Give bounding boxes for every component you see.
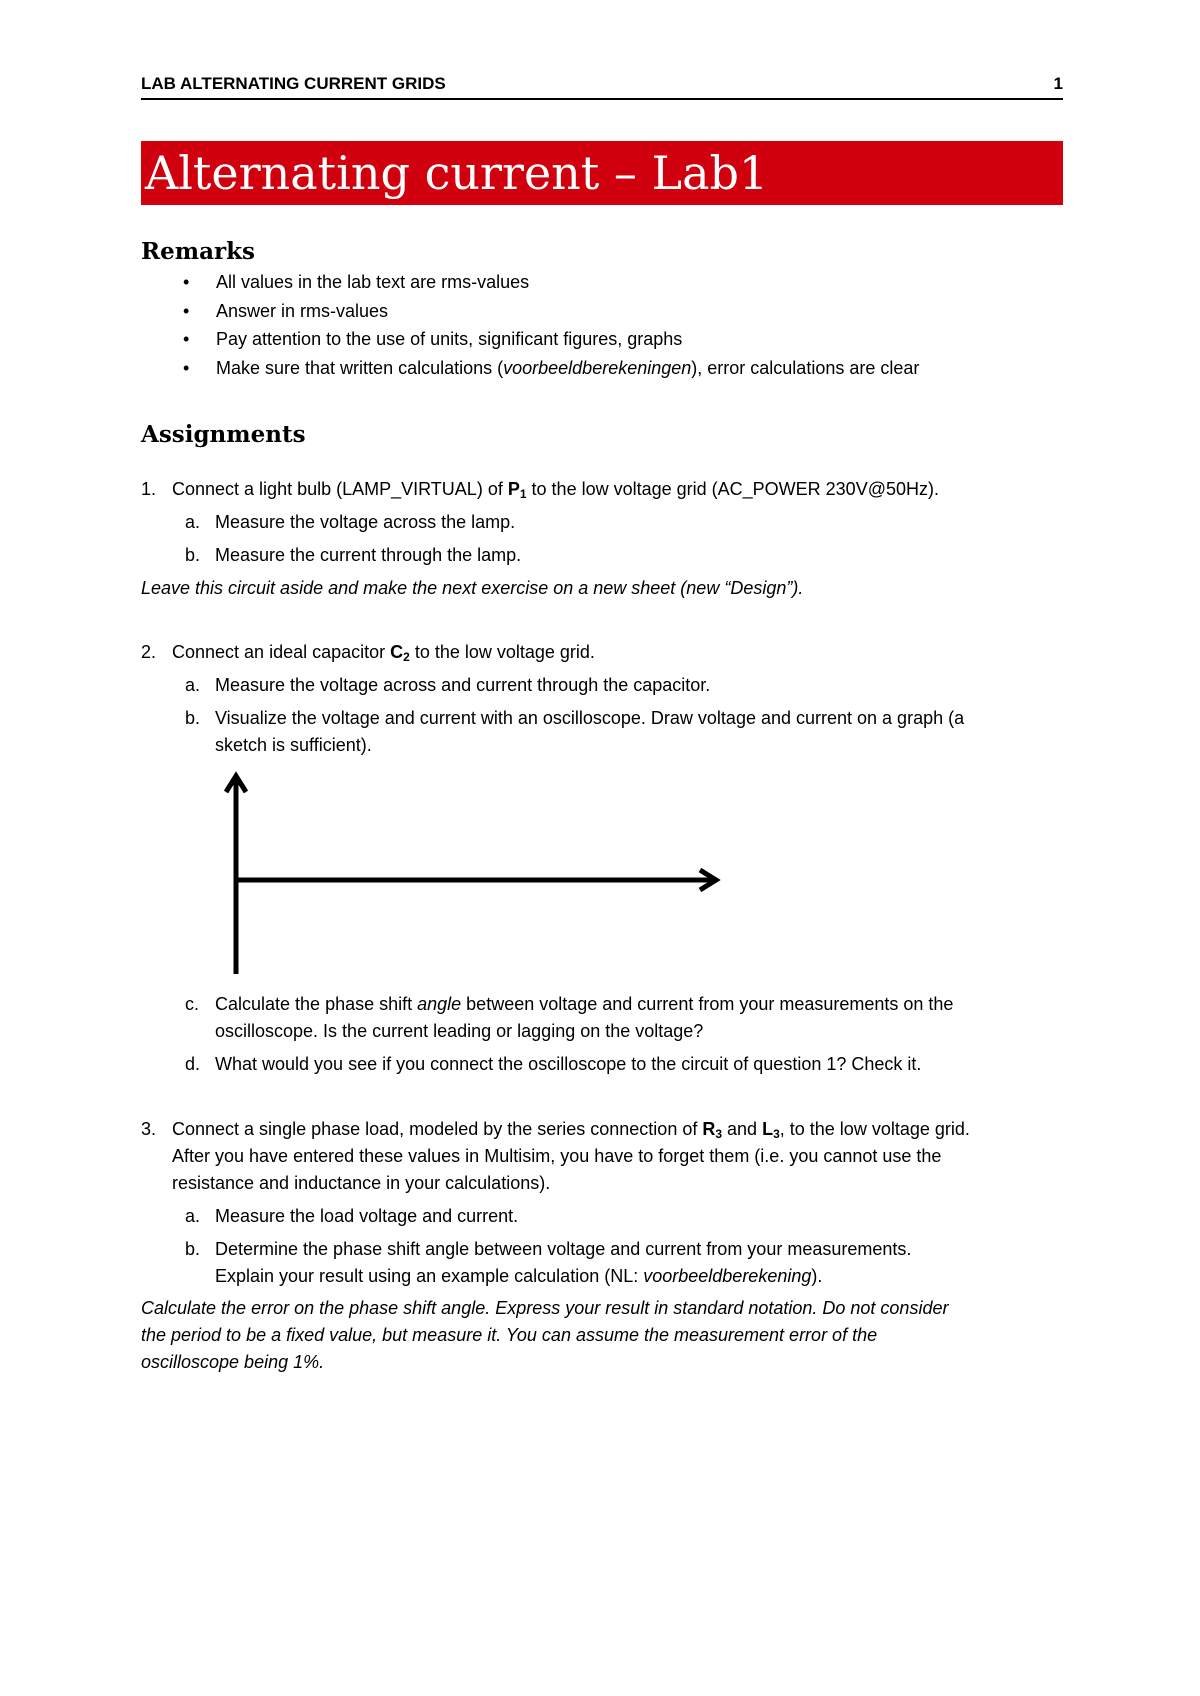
page-header — [141, 74, 1063, 100]
q3b-text: Determine the phase shift angle between voltage and current from your measurements. — [215, 1239, 912, 1259]
q3-text-cont: After you have entered these values in Multisim, you have to forget them (i.e. you cannot use the — [172, 1146, 942, 1166]
q2-number: 2. — [141, 642, 157, 662]
q3-text-cont2: resistance and inductance in your calculations). — [172, 1173, 551, 1193]
assignments-heading: Assignments — [141, 421, 306, 448]
q2a-label: a. — [185, 675, 201, 695]
bullet-icon: • — [183, 272, 190, 292]
remarks-list — [141, 268, 1063, 382]
q1-number: 1. — [141, 479, 157, 499]
q2c-label: c. — [185, 994, 200, 1014]
q1b-label: b. — [185, 545, 201, 565]
q3-note-line1: Calculate the error on the phase shift angle. Express your result in standard notation. Do not consider — [141, 1298, 949, 1318]
q3b-text-cont: Explain your result using an example calculation (NL: voorbeeldberekening). — [215, 1266, 823, 1286]
q3a-text: Measure the load voltage and current. — [215, 1206, 519, 1226]
q1b-text: Measure the current through the lamp. — [215, 545, 522, 565]
q2d-label: d. — [185, 1054, 201, 1074]
q3-note-line3: oscilloscope being 1%. — [141, 1352, 325, 1372]
q2c-text: Calculate the phase shift angle between voltage and current from your measurements on the — [215, 994, 954, 1014]
list-item: • Pay attention to the use of units, significant figures, graphs — [141, 325, 1063, 354]
q3-text: Connect a single phase load, modeled by the series connection of $R_3$ and $L_3$, to the low voltage grid. — [172, 1119, 970, 1141]
bullet-icon: • — [183, 357, 190, 378]
q3-note-line2: the period to be a fixed value, but measure it. You can assume the measurement error of the — [141, 1325, 878, 1345]
list-item: • All values in the lab text are rms-values — [141, 268, 1063, 297]
bullet-icon: • — [183, 300, 190, 321]
q2-text: Connect an ideal capacitor $C_2$ to the low voltage grid. — [172, 642, 595, 664]
q2b-text-cont: sketch is sufficient). — [215, 735, 372, 755]
list-item: • Answer in rms-values — [141, 297, 1063, 326]
q3-number: 3. — [141, 1119, 157, 1139]
q2b-label: b. — [185, 708, 201, 728]
bullet-icon: • — [183, 329, 190, 349]
header-title: LAB ALTERNATING CURRENT GRIDS — [141, 74, 446, 93]
document-title: Alternating current – Lab1 — [141, 141, 1063, 205]
q2b-text: Visualize the voltage and current with an oscilloscope. Draw voltage and current on a graph (a — [215, 708, 965, 728]
q2c-text-cont: oscilloscope. Is the current leading or lagging on the voltage? — [215, 1021, 704, 1041]
q2d-text: What would you see if you connect the oscilloscope to the circuit of question 1? Check it. — [215, 1054, 922, 1074]
list-item: • Make sure that written calculations (voorbeeldberekeningen), error calculations are clear — [141, 354, 1063, 383]
q3b-label: b. — [185, 1239, 201, 1259]
q1a-label: a. — [185, 512, 201, 532]
remarks-heading: Remarks — [141, 238, 255, 265]
q3a-label: a. — [185, 1206, 201, 1226]
page-number: 1 — [1053, 74, 1063, 93]
q1-note: Leave this circuit aside and make the next exercise on a new sheet (new “Design”). — [141, 578, 804, 598]
q1-text: Connect a light bulb (LAMP_VIRTUAL) of $P_1$ to the low voltage grid (AC_POWER 230V@50Hz). — [172, 479, 939, 501]
q2a-text: Measure the voltage across and current through the capacitor. — [215, 675, 711, 695]
q1a-text: Measure the voltage across the lamp. — [215, 512, 516, 532]
sketch-axes — [220, 770, 730, 980]
